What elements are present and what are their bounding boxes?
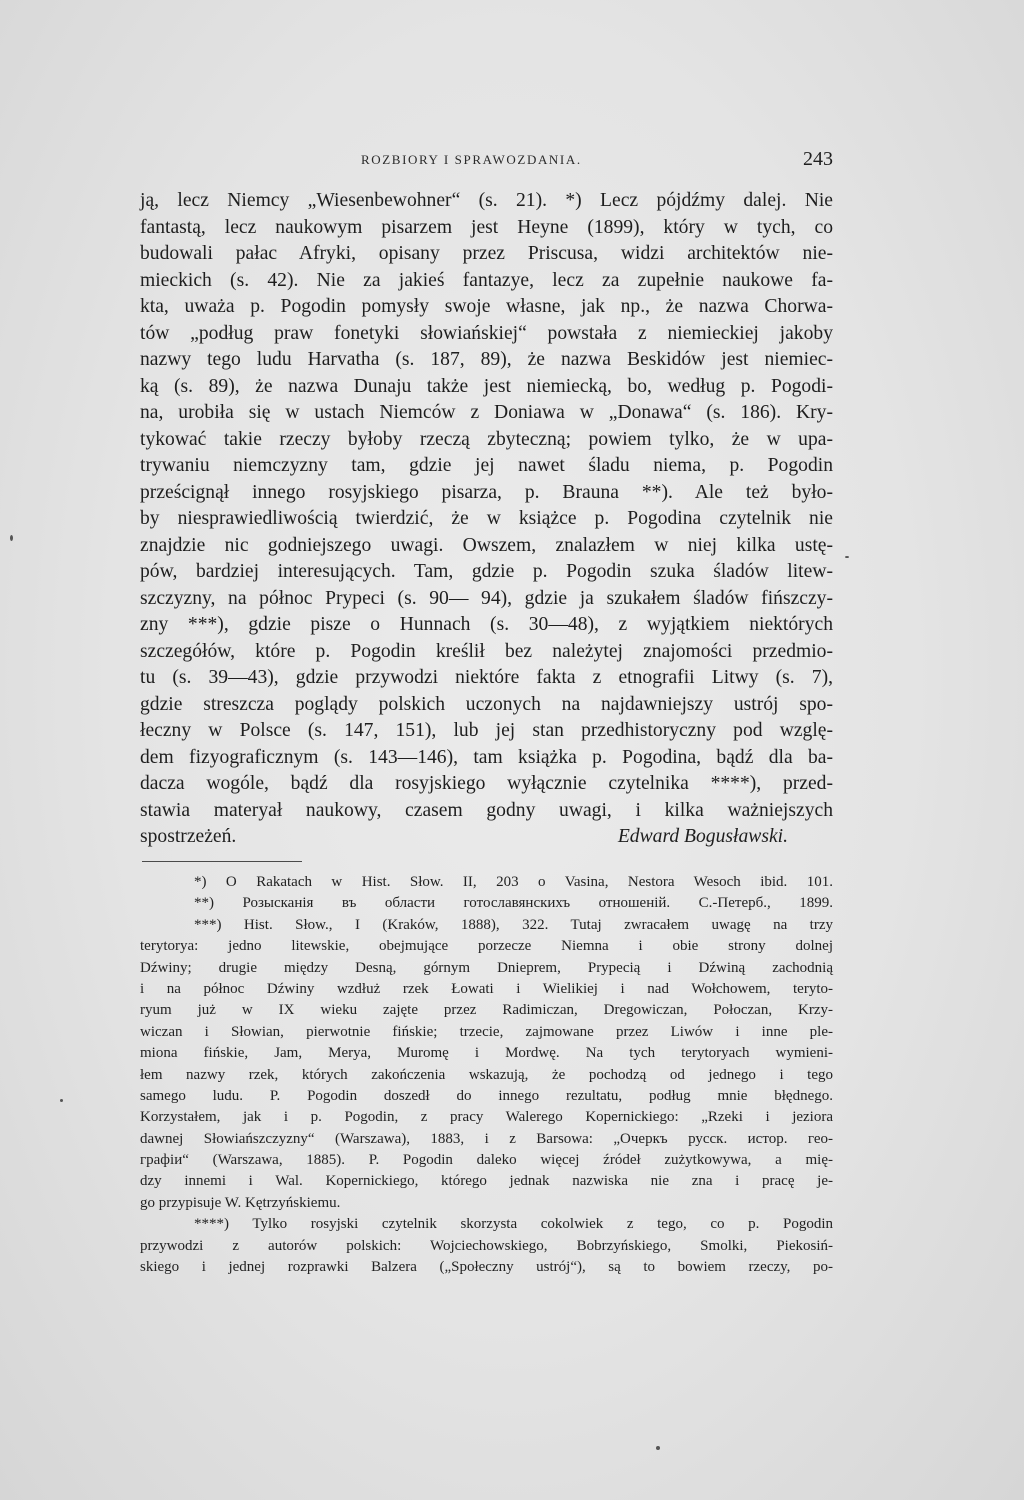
footnote-line: ***) Hist. Słow., I (Kraków, 1888), 322. Tutaj zwracałem uwagę na trzy [194,916,833,933]
main-text-line: stawia materyał naukowy, czasem godny uwagi, i kilka ważniejszych [140,799,833,821]
footnote-line: **) Розысканія въ области готославянскихъ отношеній. С.-Петерб., 1899. [194,895,833,912]
footnote-line: Korzystałem, jak i p. Pogodin, z pracy Walerego Kopernickiego: „Rzeki i jeziora [140,1109,833,1126]
running-head-title: ROZBIORY I SPRAWOZDANIA. [361,152,582,167]
main-text-line: tu (s. 39—43), gdzie przywodzi niektóre fakta z etnografii Litwy (s. 7), [140,667,833,688]
main-text-line: mieckich (s. 42). Nie za jakieś fantazye, lecz za zupełnie naukowe fa- [140,269,833,291]
footnote-line: wiczan i Słowian, pierwotnie fińskie; trzecie, zajmowane przez Liwów i inne ple- [140,1023,833,1040]
footnotes [140,872,833,1278]
main-text-line: szczyzny, na północ Prypeci (s. 90— 94), gdzie ja szukałem śladów fińszczy- [140,587,833,609]
footnote-line: *) O Rakatach w Hist. Słow. II, 203 o Vasina, Nestora Wesoch ibid. 101. [194,874,833,890]
main-text-line: gdzie streszcza poglądy polskich uczonych na najdawniejszy ustrój spo- [140,693,833,715]
footnote-line: ryum już w IX wieku zajęte przez Radimiczan, Dregowiczan, Połoczan, Krzy- [140,1002,833,1019]
main-text-line: pów, bardziej interesujących. Tam, gdzie p. Pogodin szuka śladów litew- [140,561,833,582]
footnote-line: miona fińskie, Jam, Merya, Muromę i Mordwę. Na tych terytoryach wymieni- [140,1045,833,1062]
main-text-line: znajdzie nic godniejszego uwagi. Owszem, znalazłem w niej kilka ustę- [140,534,833,556]
footnote-line: ****) Tylko rosyjski czytelnik skorzysta cokolwiek z tego, co p. Pogodin [194,1216,833,1233]
footnote-line: samego ludu. P. Pogodin doszedł do innego rezultatu, podług mnie błędnego. [140,1087,833,1104]
page-number: 243 [803,148,833,170]
running-head [140,148,833,172]
footnote-line: Dźwiny; drugie między Desną, górnym Dnieprem, Prypecią i Dźwiną zachodnią [140,959,833,976]
main-text-last-line [140,824,833,851]
author-signature: Edward Bogusławski. [617,826,788,847]
footnote-separator [142,861,302,862]
main-text-line: fantastą, lecz naukowym pisarzem jest Heyne (1899), który w tych, co [140,216,833,238]
main-text [140,188,833,851]
main-text-line: na, urobiła się w ustach Niemców z Doniawa w „Donawa“ (s. 186). Kry- [140,402,833,423]
main-text-line: by niesprawiedliwością twierdzić, że w książce p. Pogodina czytelnik nie [140,508,833,529]
footnote-line: skiego i jednej rozprawki Balzera („Społeczny ustrój“), są to bowiem rzeczy, po- [140,1259,833,1276]
speck [845,556,849,558]
main-text-line: kta, uważa p. Pogodin pomysły swoje własne, jak np., że nazwa Chorwa- [140,296,833,317]
main-text-line: trywaniu niemczyzny tam, gdzie jej nawet śladu niema, p. Pogodin [140,455,833,476]
main-text-line: nazwy tego ludu Harvatha (s. 187, 89), że nazwa Beskidów jest niemiec- [140,349,833,370]
footnote-line: terytorya: jedno litewskie, obejmujące porzecze Niemna i obie strony dolnej [140,938,833,955]
main-text-line: budowali pałac Afryki, opisany przez Priscusa, widzi architektów nie- [140,243,833,264]
closing-word: spostrzeżeń. [140,826,237,847]
main-text-line: tów „podług praw fonetyki słowiańskiej“ powstała z niemieckiej jakoby [140,322,833,344]
speck [656,1446,660,1450]
footnote-line: dzy innemi i Wal. Kopernickiego, którego jednak nazwiska nie zna i pracę je- [140,1173,833,1190]
main-text-line: ją, lecz Niemcy „Wiesenbewohner“ (s. 21). *) Lecz pójdźmy dalej. Nie [140,190,833,211]
main-text-line: szczegółów, które p. Pogodin kreślił bez należytej znajomości przedmio- [140,640,833,662]
footnote-line: łem nazwy rzek, których zakończenia wskazują, że pochodzą od jednego i tego [140,1066,833,1083]
main-text-line: łeczny w Polsce (s. 147, 151), lub jej stan przedhistoryczny pod wzglę- [140,720,833,741]
footnote-line: przywodzi z autorów polskich: Wojciechowskiego, Bobrzyńskiego, Smolki, Piekosiń- [140,1237,833,1254]
footnote-line: i na północ Dźwiny wzdłuż rzek Łowati i Wielikiej i nad Wołchowem, teryto- [140,980,833,997]
main-text-line: dem fizyograficznym (s. 143—146), tam książka p. Pogodina, bądź dla ba- [140,746,833,768]
speck [60,1099,63,1102]
footnote-line: go przypisuje W. Kętrzyńskiemu. [140,1194,341,1211]
main-text-line: dacza wogóle, bądź dla rosyjskiego wyłącznie czytelnika ****), przed- [140,773,833,794]
speck [10,535,13,541]
footnote-line: dawnej Słowiańszczyzny“ (Warszawa), 1883, i z Barsowa: „Очеркъ русск. истор. гео- [140,1130,833,1147]
main-text-line: tykować takie rzeczy byłoby rzeczą zbyteczną; powiem tylko, że w upa- [140,428,833,450]
main-text-line: prześcignął innego rosyjskiego pisarza, p. Brauna **). Ale też było- [140,481,833,503]
footnote-line: графіи“ (Warszawa, 1885). P. Pogodin daleko więcej źródeł zużytkowywa, a mię- [140,1152,833,1169]
main-text-line: ką (s. 89), że nazwa Dunaju także jest niemiecką, bo, według p. Pogodi- [140,375,833,397]
main-text-line: zny ***), gdzie pisze o Hunnach (s. 30—48), z wyjątkiem niektórych [140,614,833,635]
